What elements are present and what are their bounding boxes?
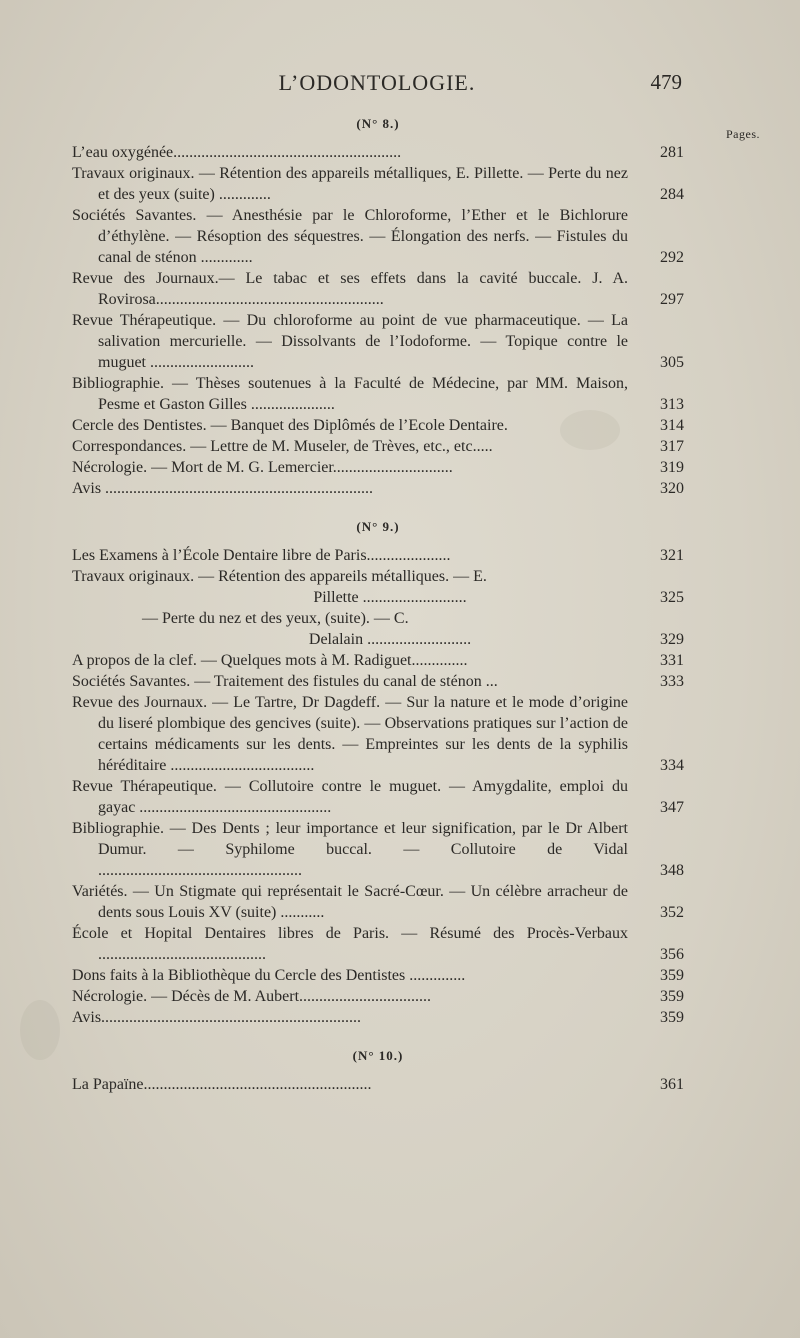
toc-entry-page: 292	[660, 249, 684, 266]
toc-entry-page: 281	[660, 144, 684, 161]
toc-entry	[72, 268, 684, 310]
toc-entry	[72, 415, 684, 436]
toc-entry	[72, 650, 684, 671]
toc-entry-page: 329	[660, 631, 684, 648]
toc-entry	[72, 986, 684, 1007]
page-header	[72, 70, 682, 104]
toc-entry	[72, 566, 684, 587]
toc-entry-text: L’eau oxygénée.........................................................	[72, 144, 402, 161]
toc-entry-text: Cercle des Dentistes. — Banquet des Diplômés de l’Ecole Dentaire.	[72, 417, 508, 434]
running-title: L’ODONTOLOGIE.	[278, 70, 476, 95]
toc-entry	[72, 671, 684, 692]
toc-entry	[72, 587, 684, 608]
toc-entry-text: Nécrologie. — Mort de M. G. Lemercier..............................	[72, 459, 453, 476]
toc-entry-text: Travaux originaux. — Rétention des appareils métalliques, E. Pillette. — Perte du nez et des yeux (suite) .............	[72, 165, 628, 203]
toc-entry-text: Bibliographie. — Thèses soutenues à la Faculté de Médecine, par MM. Maison, Pesme et Gaston Gilles .....................	[72, 375, 628, 413]
toc-entry	[72, 692, 684, 776]
toc-entry	[72, 629, 684, 650]
toc-entry	[72, 478, 684, 499]
toc-entry-text: Correspondances. — Lettre de M. Museler, de Trèves, etc., etc.....	[72, 438, 493, 455]
toc-entry-text: — Perte du nez et des yeux, (suite). — C.	[142, 610, 409, 627]
toc-entry	[72, 310, 684, 373]
toc-entry	[72, 457, 684, 478]
toc-entry	[72, 881, 684, 923]
toc-entry-page: 284	[660, 186, 684, 203]
toc-entry-text: Nécrologie. — Décès de M. Aubert.................................	[72, 988, 432, 1005]
toc-entry-page: 325	[660, 589, 684, 606]
section-gap	[72, 1028, 684, 1042]
toc-entry	[72, 1074, 684, 1095]
toc-entry-page: 356	[660, 946, 684, 963]
toc-entry-text: Revue Thérapeutique. — Du chloroforme au point de vue pharmaceutique. — La salivation mercurielle. — Dissolvants de l’Iodoforme. — Topique contre le muguet ..........................	[72, 312, 628, 371]
toc-entry-page: 321	[660, 547, 684, 564]
toc-entry	[72, 545, 684, 566]
toc-entry	[72, 1007, 684, 1028]
toc-entry-text: Bibliographie. — Des Dents ; leur importance et leur signification, par le Dr Albert Dumur. — Syphilome buccal. — Collutoire de Vidal ...................................................	[72, 820, 628, 879]
pages-column-label: Pages.	[726, 127, 760, 141]
toc-entry-text: Revue des Journaux.— Le tabac et ses effets dans la cavité buccale. J. A. Rovirosa.........................................................	[72, 270, 628, 308]
toc-entry-page: 347	[660, 799, 684, 816]
table-of-contents	[72, 110, 684, 1095]
section-gap	[72, 499, 684, 513]
toc-entry	[72, 776, 684, 818]
toc-entry-page: 334	[660, 757, 684, 774]
toc-entry-text: Les Examens à l’École Dentaire libre de Paris.....................	[72, 547, 451, 564]
toc-entry-text: La Papaïne.........................................................	[72, 1076, 372, 1093]
toc-entry-page: 359	[660, 967, 684, 984]
toc-entry-text: Revue des Journaux. — Le Tartre, Dr Dagdeff. — Sur la nature et le mode d’origine du liseré plombique des gencives (suite). — Observations pratiques sur l’action de certains médicaments sur les dents. — Empreintes sur les dents de la syphilis héréditaire ....................................	[72, 694, 628, 774]
toc-entry-page: 320	[660, 480, 684, 497]
toc-entry	[72, 923, 684, 965]
toc-entry-text: A propos de la clef. — Quelques mots à M. Radiguet..............	[72, 652, 468, 669]
toc-entry-page: 359	[660, 988, 684, 1005]
toc-entry	[72, 436, 684, 457]
toc-entry-text: École et Hopital Dentaires libres de Paris. — Résumé des Procès-Verbaux ..........................................	[72, 925, 628, 963]
section-title: (N° 8.)	[356, 116, 400, 131]
toc-entry-text: Pillette ..........................	[313, 589, 467, 606]
toc-entry-page: 317	[660, 438, 684, 455]
toc-entry	[72, 142, 684, 163]
toc-entry-page: 359	[660, 1009, 684, 1026]
toc-entry	[72, 373, 684, 415]
page-number: 479	[650, 70, 682, 94]
toc-entry-page: 333	[660, 673, 684, 690]
section-title: (N° 9.)	[356, 519, 400, 534]
toc-entry-text: Travaux originaux. — Rétention des appareils métalliques. — E.	[72, 568, 487, 585]
toc-entry-page: 319	[660, 459, 684, 476]
toc-entry	[72, 818, 684, 881]
paper-stain	[20, 1000, 60, 1060]
toc-entry-page: 361	[660, 1076, 684, 1093]
toc-entry-text: Avis ...................................................................	[72, 480, 374, 497]
toc-entry	[72, 163, 684, 205]
toc-entry	[72, 965, 684, 986]
toc-entry-page: 297	[660, 291, 684, 308]
toc-entry-text: Dons faits à la Bibliothèque du Cercle des Dentistes ..............	[72, 967, 466, 984]
toc-entry-text: Sociétés Savantes. — Anesthésie par le Chloroforme, l’Ether et le Bichlorure d’éthylène. — Résoption des séquestres. — Élongation des nerfs. — Fistules du canal de sténon .............	[72, 207, 628, 266]
toc-entry-page: 313	[660, 396, 684, 413]
toc-entry-page: 331	[660, 652, 684, 669]
toc-entry-page: 348	[660, 862, 684, 879]
toc-entry-text: Variétés. — Un Stigmate qui représentait le Sacré-Cœur. — Un célèbre arracheur de dents sous Louis XV (suite) ...........	[72, 883, 628, 921]
toc-entry-text: Revue Thérapeutique. — Collutoire contre le muguet. — Amygdalite, emploi du gayac ................................................	[72, 778, 628, 816]
section-title: (N° 10.)	[352, 1048, 404, 1063]
toc-entry	[72, 205, 684, 268]
toc-entry-text: Delalain ..........................	[308, 631, 472, 648]
toc-entry-page: 305	[660, 354, 684, 371]
toc-entry-text: Avis.................................................................	[72, 1009, 362, 1026]
toc-entry-page: 352	[660, 904, 684, 921]
toc-entry-page: 314	[660, 417, 684, 434]
toc-entry-text: Sociétés Savantes. — Traitement des fistules du canal de sténon ...	[72, 673, 498, 690]
toc-entry	[72, 608, 684, 629]
